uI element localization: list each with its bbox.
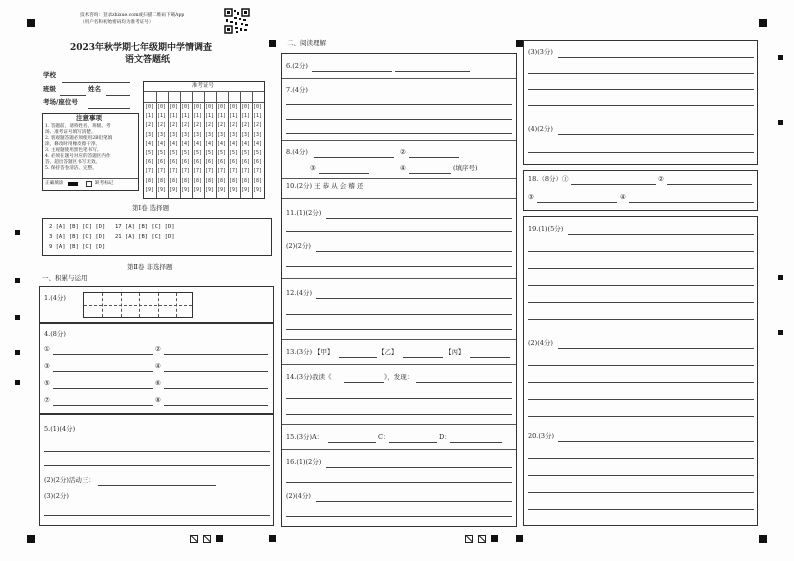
exam-id-bubble[interactable]: [9] — [205, 186, 215, 193]
exam-id-bubble[interactable]: [9] — [145, 186, 155, 193]
exam-id-bubble[interactable]: [8] — [241, 177, 251, 184]
exam-id-bubble[interactable]: [1] — [169, 113, 179, 120]
exam-id-bubble[interactable]: [2] — [157, 122, 167, 129]
choice-row[interactable]: 2 [A] [B] [C] [D] — [49, 224, 106, 230]
q4-item: ⑥ — [155, 379, 161, 387]
answer-area-q19-20[interactable] — [523, 216, 758, 526]
exam-id-bubble[interactable]: [3] — [181, 131, 191, 138]
section2-heading: 二、阅读理解 — [287, 39, 326, 47]
q8-mark: ④ — [400, 164, 406, 172]
q4-item: ⑦ — [44, 396, 50, 404]
exam-id-bubble[interactable]: [2] — [229, 122, 239, 129]
q10-label: 10.(2分) 王 恭 从 会 稽 还 — [286, 182, 364, 190]
exam-id-bubble[interactable]: [1] — [229, 113, 239, 120]
q18-label: 18.（8分）① — [528, 175, 569, 183]
answer-area-q5[interactable] — [39, 414, 274, 526]
registration-mark-icon — [269, 40, 276, 47]
registration-mark-icon — [269, 535, 276, 542]
exam-id-bubble[interactable]: [7] — [205, 168, 215, 175]
exam-id-bubble[interactable]: [0] — [193, 104, 203, 110]
exam-id-bubble[interactable]: [0] — [217, 104, 227, 110]
exam-id-bubble[interactable]: [8] — [145, 177, 155, 184]
q13-tag: 【甲】 — [314, 348, 334, 356]
exam-id-bubble[interactable]: [7] — [181, 168, 191, 175]
timing-mark — [15, 278, 20, 283]
exam-id-bubble[interactable]: [6] — [253, 159, 263, 166]
registration-mark-icon — [516, 40, 523, 47]
exam-id-bubble[interactable]: [9] — [241, 186, 251, 193]
exam-id-bubble[interactable]: [4] — [253, 140, 263, 147]
exam-id-bubble[interactable]: [5] — [193, 150, 203, 156]
exam-id-bubble[interactable]: [3] — [217, 131, 227, 138]
exam-id-bubble[interactable]: [0] — [157, 104, 167, 110]
page-code-icon — [491, 535, 498, 542]
qr-code-icon — [224, 8, 250, 34]
exam-id-bubble[interactable]: [9] — [181, 186, 191, 193]
exam-id-bubble[interactable]: [8] — [253, 177, 263, 184]
timing-mark — [778, 275, 783, 280]
exam-id-bubble[interactable]: [8] — [181, 177, 191, 184]
exam-id-bubble[interactable]: [6] — [241, 159, 251, 166]
exam-id-bubble[interactable]: [2] — [145, 122, 155, 129]
exam-id-bubble[interactable]: [3] — [253, 131, 263, 138]
exam-id-bubble[interactable]: [2] — [205, 122, 215, 129]
exam-id-bubble[interactable]: [7] — [145, 168, 155, 175]
notice-line: 场、准考证号填写清楚。 — [45, 130, 96, 135]
timing-mark — [778, 55, 783, 60]
registration-mark-icon — [27, 19, 35, 27]
exam-id-bubble[interactable]: [7] — [169, 168, 179, 175]
q8-mark: ② — [400, 148, 406, 156]
exam-id-bubble[interactable]: [6] — [229, 159, 239, 166]
part2-heading: 第Ⅱ卷 非选择题 — [127, 263, 173, 271]
page-code-icon — [203, 535, 211, 543]
notice-line: 5. 保持答卷清洁、完整。 — [45, 166, 97, 171]
exam-id-bubble[interactable]: [2] — [253, 122, 263, 129]
q13-tag: 【乙】 — [378, 348, 398, 356]
q20-label: 20.(3分) — [528, 432, 555, 440]
q5-2-label: (2)(2分)活动三： — [44, 476, 95, 484]
exam-id-bubble[interactable]: [2] — [181, 122, 191, 129]
exam-id-bubble[interactable]: [5] — [217, 150, 227, 156]
q8-label: 8.(4分) — [286, 148, 308, 156]
exam-id-bubble[interactable]: [1] — [193, 113, 203, 120]
page-code-icon — [216, 535, 223, 542]
registration-mark-icon — [759, 535, 767, 543]
part1-heading: 第Ⅰ卷 选择题 — [132, 204, 170, 212]
exam-id-bubble[interactable]: [6] — [205, 159, 215, 166]
exam-id-bubble[interactable]: [3] — [241, 131, 251, 138]
exam-id-bubble[interactable]: [6] — [145, 159, 155, 166]
q4-label: 4.(8分) — [44, 330, 66, 338]
notice-line-1: 技术咨询：登录zhixue.com或扫描二维码下载App — [80, 13, 185, 18]
q5-label: 5.(1)(4分) — [44, 425, 76, 433]
q14-mid: 》，发现： — [384, 373, 414, 381]
exam-id-bubble[interactable]: [5] — [205, 150, 215, 156]
exam-id-bubble[interactable]: [0] — [169, 104, 179, 110]
exam-id-bubble[interactable]: [4] — [145, 140, 155, 147]
q15-c: C： — [378, 433, 390, 441]
q19-2-label: (2)(4分) — [528, 339, 553, 347]
exam-id-bubble[interactable]: [6] — [181, 159, 191, 166]
answer-area-q18[interactable] — [523, 170, 758, 211]
answer-area-col3[interactable] — [523, 40, 758, 165]
page-subtitle: 语文答题纸 — [125, 55, 171, 65]
name-field[interactable] — [106, 95, 130, 96]
exam-id-bubble[interactable]: [3] — [169, 131, 179, 138]
section1-heading: 一、积累与运用 — [42, 274, 88, 282]
exam-id-bubble[interactable]: [0] — [181, 104, 191, 110]
exam-id-bubble[interactable]: [1] — [241, 113, 251, 120]
exam-id-bubble[interactable]: [6] — [169, 159, 179, 166]
q18-mark: ④ — [620, 193, 626, 201]
q4-item: ① — [44, 345, 50, 353]
exam-id-bubble[interactable]: [4] — [157, 140, 167, 147]
timing-mark — [778, 330, 783, 335]
notice-line: 涂，修改时用橡皮擦干净。 — [45, 142, 101, 147]
exam-id-bubble[interactable]: [8] — [205, 177, 215, 184]
exam-id-bubble[interactable]: [6] — [193, 159, 203, 166]
page-code-icon — [478, 535, 486, 543]
q6-label: 6.(2分) — [286, 62, 308, 70]
q8-note: (填序号) — [453, 164, 478, 172]
timing-mark — [778, 120, 783, 125]
notice-box — [42, 113, 139, 191]
exam-id-bubble[interactable]: [7] — [229, 168, 239, 175]
timing-mark — [15, 380, 20, 385]
registration-mark-icon — [759, 19, 767, 27]
exam-id-bubble[interactable]: [2] — [241, 122, 251, 129]
school-field[interactable] — [62, 82, 130, 83]
page-code-icon — [190, 535, 198, 543]
exam-id-bubble[interactable]: [2] — [217, 122, 227, 129]
timing-mark — [15, 230, 20, 235]
choice-row[interactable]: 9 [A] [B] [C] [D] — [49, 244, 106, 250]
exam-id-bubble[interactable]: [3] — [145, 131, 155, 138]
registration-mark-icon — [516, 535, 523, 542]
notice-line: 1. 答题前，请将姓名、班级、考 — [45, 124, 111, 129]
answer-area-q1[interactable] — [39, 286, 274, 323]
exam-id-bubble[interactable]: [6] — [217, 159, 227, 166]
exam-id-bubble[interactable]: [3] — [193, 131, 203, 138]
exam-id-bubble[interactable]: [8] — [217, 177, 227, 184]
exam-id-bubble[interactable]: [6] — [157, 159, 167, 166]
missing-mark-checkbox[interactable] — [86, 181, 92, 187]
timing-mark — [15, 315, 20, 320]
q8-mark: ③ — [310, 164, 316, 172]
q4-item: ⑧ — [155, 396, 161, 404]
exam-id-bubble[interactable]: [7] — [241, 168, 251, 175]
q4-item: ⑤ — [44, 379, 50, 387]
exam-id-bubble[interactable]: [1] — [157, 113, 167, 120]
exam-id-bubble[interactable]: [3] — [205, 131, 215, 138]
q12-label: 12.(4分) — [286, 289, 313, 297]
exam-id-bubble[interactable]: [4] — [181, 140, 191, 147]
exam-id-bubble[interactable]: [4] — [193, 140, 203, 147]
exam-id-bubble[interactable]: [1] — [181, 113, 191, 120]
exam-id-bubble[interactable]: [5] — [145, 150, 155, 156]
exam-id-bubble[interactable]: [7] — [253, 168, 263, 175]
exam-id-bubble[interactable]: [4] — [205, 140, 215, 147]
exam-id-bubble[interactable]: [7] — [157, 168, 167, 175]
timing-mark — [15, 350, 20, 355]
q14-label: 14.(3分)我读《 — [286, 373, 332, 381]
q4-item: ② — [155, 345, 161, 353]
exam-id-bubble[interactable]: [0] — [253, 104, 263, 110]
notice-line: 答，超出答题区书写无效。 — [45, 160, 101, 165]
exam-id-bubble[interactable]: [8] — [229, 177, 239, 184]
class-field[interactable] — [60, 95, 86, 96]
exam-id-bubble[interactable]: [9] — [253, 186, 263, 193]
exam-id-bubble[interactable]: [4] — [229, 140, 239, 147]
room-seat-field[interactable] — [88, 108, 130, 109]
q5-3-label: (3)(2分) — [44, 492, 69, 500]
page-title: 2023年秋学期七年级期中学情调查 — [70, 43, 213, 53]
q16-4-label: (4)(2分) — [528, 125, 553, 133]
choice-answer-box — [42, 218, 272, 256]
q7-label: 7.(4分) — [286, 86, 308, 94]
exam-id-bubble[interactable]: [9] — [169, 186, 179, 193]
q16-2-label: (2)(4分) — [286, 492, 311, 500]
exam-id-bubble[interactable]: [5] — [229, 150, 239, 156]
exam-id-bubble[interactable]: [4] — [217, 140, 227, 147]
q18-mark: ③ — [528, 193, 534, 201]
q15-d: D： — [439, 433, 451, 441]
school-label: 学校 — [43, 71, 56, 79]
exam-id-bubble[interactable]: [9] — [193, 186, 203, 193]
exam-id-bubble[interactable]: [9] — [217, 186, 227, 193]
q15-label: 15.(3分)A： — [286, 433, 324, 441]
exam-id-bubble[interactable]: [3] — [229, 131, 239, 138]
notice-line-2: （用户名和初始密码均为准考证号） — [80, 20, 154, 25]
writing-grid[interactable] — [83, 292, 193, 318]
choice-row[interactable]: 17 [A] [B] [C] [D] — [115, 224, 175, 230]
choice-row[interactable]: 21 [A] [B] [C] [D] — [115, 234, 175, 240]
notice-line: 3. 主观题使用黑色笔书写。 — [45, 148, 102, 153]
exam-id-bubble[interactable]: [5] — [169, 150, 179, 156]
exam-id-bubble[interactable]: [1] — [145, 113, 155, 120]
exam-id-bubble[interactable]: [5] — [241, 150, 251, 156]
q13-tag: 【丙】 — [445, 348, 465, 356]
room-seat-label: 考场/座位号 — [43, 98, 78, 106]
exam-id-bubble[interactable]: [0] — [229, 104, 239, 110]
correct-fill-sample — [68, 182, 78, 186]
page-code-icon — [465, 535, 473, 543]
q18-mark: ② — [658, 175, 664, 183]
choice-row[interactable]: 3 [A] [B] [C] [D] — [49, 234, 106, 240]
notice-line: 2. 客观题答题必须使用2B铅笔填 — [45, 136, 113, 141]
exam-id-bubble[interactable]: [9] — [157, 186, 167, 193]
answer-area-q4[interactable] — [39, 323, 274, 414]
exam-id-bubble[interactable]: [9] — [229, 186, 239, 193]
q16-3-label: (3)(3分) — [528, 48, 553, 56]
exam-id-bubble[interactable]: [8] — [157, 177, 167, 184]
exam-id-bubble[interactable]: [1] — [253, 113, 263, 120]
exam-id-bubble[interactable]: [3] — [157, 131, 167, 138]
answer-area-col2[interactable] — [281, 53, 517, 527]
registration-mark-icon — [27, 535, 35, 543]
q19-1-label: 19.(1)(5分) — [528, 225, 564, 233]
exam-id-bubble[interactable]: [5] — [157, 150, 167, 156]
q13-label: 13.(3分) — [286, 348, 313, 356]
exam-id-bubble[interactable]: [1] — [205, 113, 215, 120]
q11-2-label: (2)(2分) — [286, 242, 311, 250]
q16-1-label: 16.(1)(2分) — [286, 458, 322, 466]
q11-1-label: 11.(1)(2分) — [286, 209, 322, 217]
exam-id-bubble[interactable]: [5] — [181, 150, 191, 156]
q1-label: 1.(4分) — [44, 294, 66, 302]
exam-id-bubble[interactable]: [0] — [145, 104, 155, 110]
exam-id-bubble[interactable]: [0] — [205, 104, 215, 110]
q4-item: ④ — [155, 362, 161, 370]
class-label: 班级 — [43, 85, 56, 93]
correct-fill-label: 正确填涂 — [45, 181, 64, 186]
exam-id-bubble[interactable]: [7] — [193, 168, 203, 175]
name-label: 姓名 — [88, 85, 101, 93]
notice-title: 注意事项 — [76, 114, 102, 122]
exam-id-bubble[interactable]: [2] — [193, 122, 203, 129]
notice-line: 4. 必须在题号对应的答题区内作 — [45, 154, 111, 159]
missing-mark-label: 缺考标记 — [95, 181, 114, 186]
exam-id-bubble[interactable]: [4] — [169, 140, 179, 147]
exam-id-bubble[interactable]: [4] — [241, 140, 251, 147]
exam-id-bubble[interactable]: [2] — [169, 122, 179, 129]
exam-id-bubble[interactable]: [1] — [217, 113, 227, 120]
exam-id-grid — [143, 81, 265, 199]
exam-id-bubble[interactable]: [8] — [169, 177, 179, 184]
exam-id-bubble[interactable]: [8] — [193, 177, 203, 184]
q4-item: ③ — [44, 362, 50, 370]
exam-id-label: 准考证号 — [192, 83, 215, 89]
exam-id-bubble[interactable]: [5] — [253, 150, 263, 156]
exam-id-bubble[interactable]: [7] — [217, 168, 227, 175]
exam-id-bubble[interactable]: [0] — [241, 104, 251, 110]
